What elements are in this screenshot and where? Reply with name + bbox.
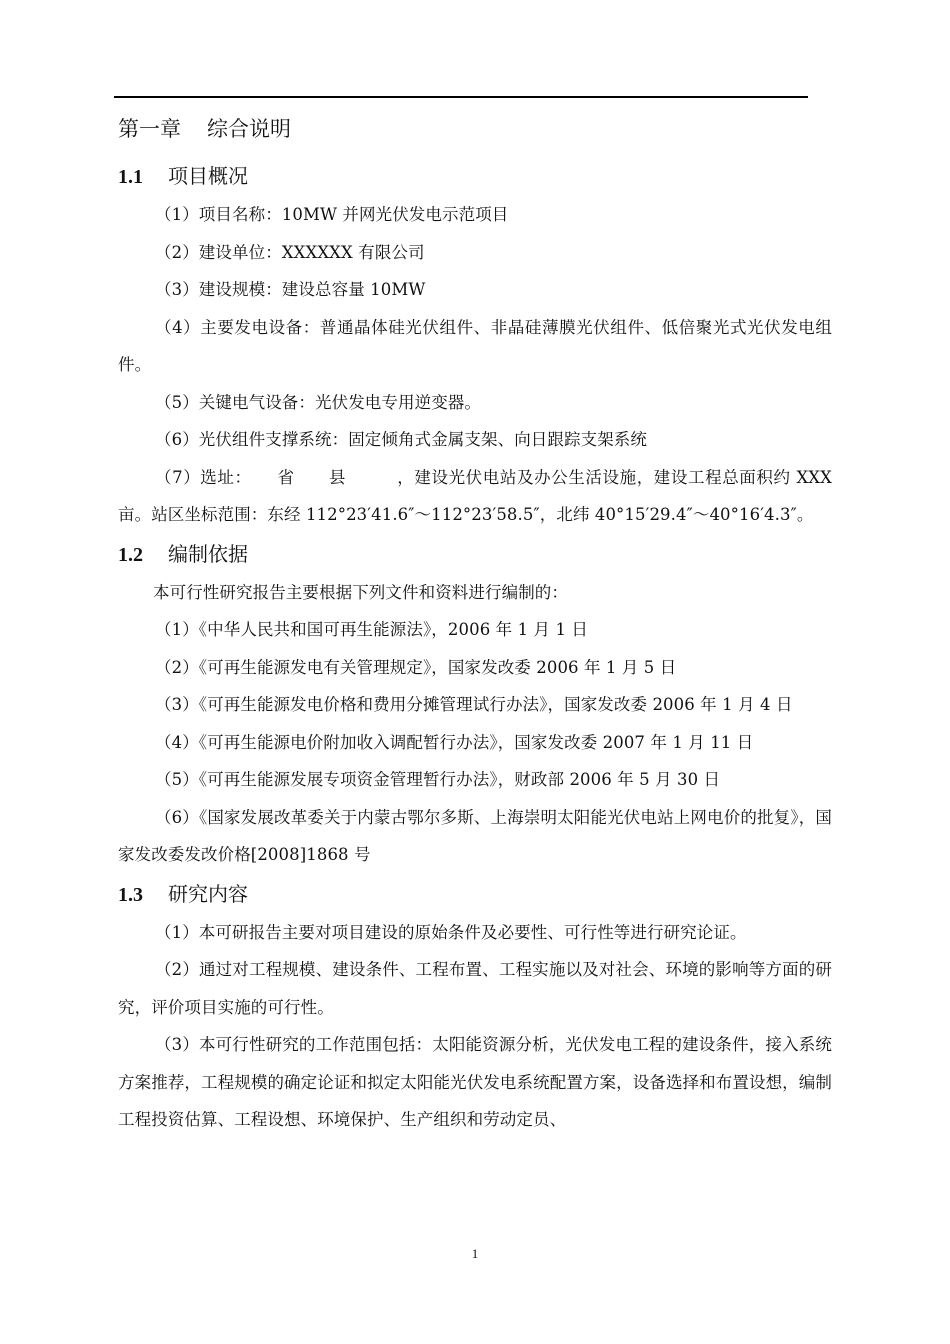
paragraph: （3）建设规模：建设总容量 10MW	[155, 280, 426, 299]
paragraph: （2）通过对工程规模、建设条件、工程布置、工程实施以及对社会、环境的影响等方面的研究，评价项目实施的可行性。	[118, 960, 832, 1017]
section-heading	[118, 156, 832, 196]
paragraph: （1）《中华人民共和国可再生能源法》，2006 年 1 月 1 日	[155, 620, 589, 639]
section-number: 1.1	[118, 166, 143, 188]
chapter-number: 第一章	[118, 117, 181, 141]
paragraph: （1）项目名称：10MW 并网光伏发电示范项目	[155, 205, 509, 224]
paragraph: 本可行性研究报告主要根据下列文件和资料进行编制的：	[153, 582, 568, 602]
header-rule	[114, 96, 808, 98]
section-heading	[118, 534, 832, 574]
chapter-heading	[118, 110, 832, 148]
paragraph: （5）关键电气设备：光伏发电专用逆变器。	[155, 392, 481, 412]
section-number: 1.2	[118, 543, 143, 566]
section-title: 项目概况	[168, 164, 248, 188]
paragraph: （2）建设单位：XXXXXX 有限公司	[155, 242, 425, 262]
paragraph: （7）选址： 省 县 ，建设光伏电站及办公生活设施，建设工程总面积约 XXX 亩。站区坐标范围：东经 112°23′41.6″～112°23′58.5″，北纬 40°15′29.4″～40°16′4.3″。	[118, 467, 832, 524]
paragraph: （1）本可研报告主要对项目建设的原始条件及必要性、可行性等进行研究论证。	[155, 922, 747, 942]
paragraph: （3）本可行性研究的工作范围包括：太阳能资源分析，光伏发电工程的建设条件，接入系统方案推荐，工程规模的确定论证和拟定太阳能光伏发电系统配置方案，设备选择和布置设想，编制工程投资估算、工程设想、环境保护、生产组织和劳动定员、	[118, 1035, 832, 1129]
section-number: 1.3	[118, 883, 143, 906]
section-title: 编制依据	[168, 541, 248, 566]
paragraph: （5）《可再生能源发展专项资金管理暂行办法》，财政部 2006 年 5 月 30 日	[155, 770, 721, 789]
page-number: 1	[471, 1246, 479, 1261]
paragraph: （6）《国家发展改革委关于内蒙古鄂尔多斯、上海崇明太阳能光伏电站上网电价的批复》，国家发改委发改价格[2008]1868 号	[118, 807, 832, 864]
paragraph: （4）《可再生能源电价附加收入调配暂行办法》，国家发改委 2007 年 1 月 11 日	[155, 732, 754, 752]
section-title: 研究内容	[168, 881, 248, 906]
paragraph: （2）《可再生能源发电有关管理规定》，国家发改委 2006 年 1 月 5 日	[155, 657, 677, 677]
document-body	[118, 110, 832, 1139]
paragraph: （6）光伏组件支撑系统：固定倾角式金属支架、向日跟踪支架系统	[155, 430, 647, 449]
paragraph: （4）主要发电设备：普通晶体硅光伏组件、非晶硅薄膜光伏组件、低倍聚光式光伏发电组件。	[118, 317, 832, 374]
section-heading	[118, 874, 832, 914]
chapter-title: 综合说明	[207, 117, 291, 141]
paragraph: （3）《可再生能源发电价格和费用分摊管理试行办法》，国家发改委 2006 年 1 月 4 日	[155, 695, 793, 714]
